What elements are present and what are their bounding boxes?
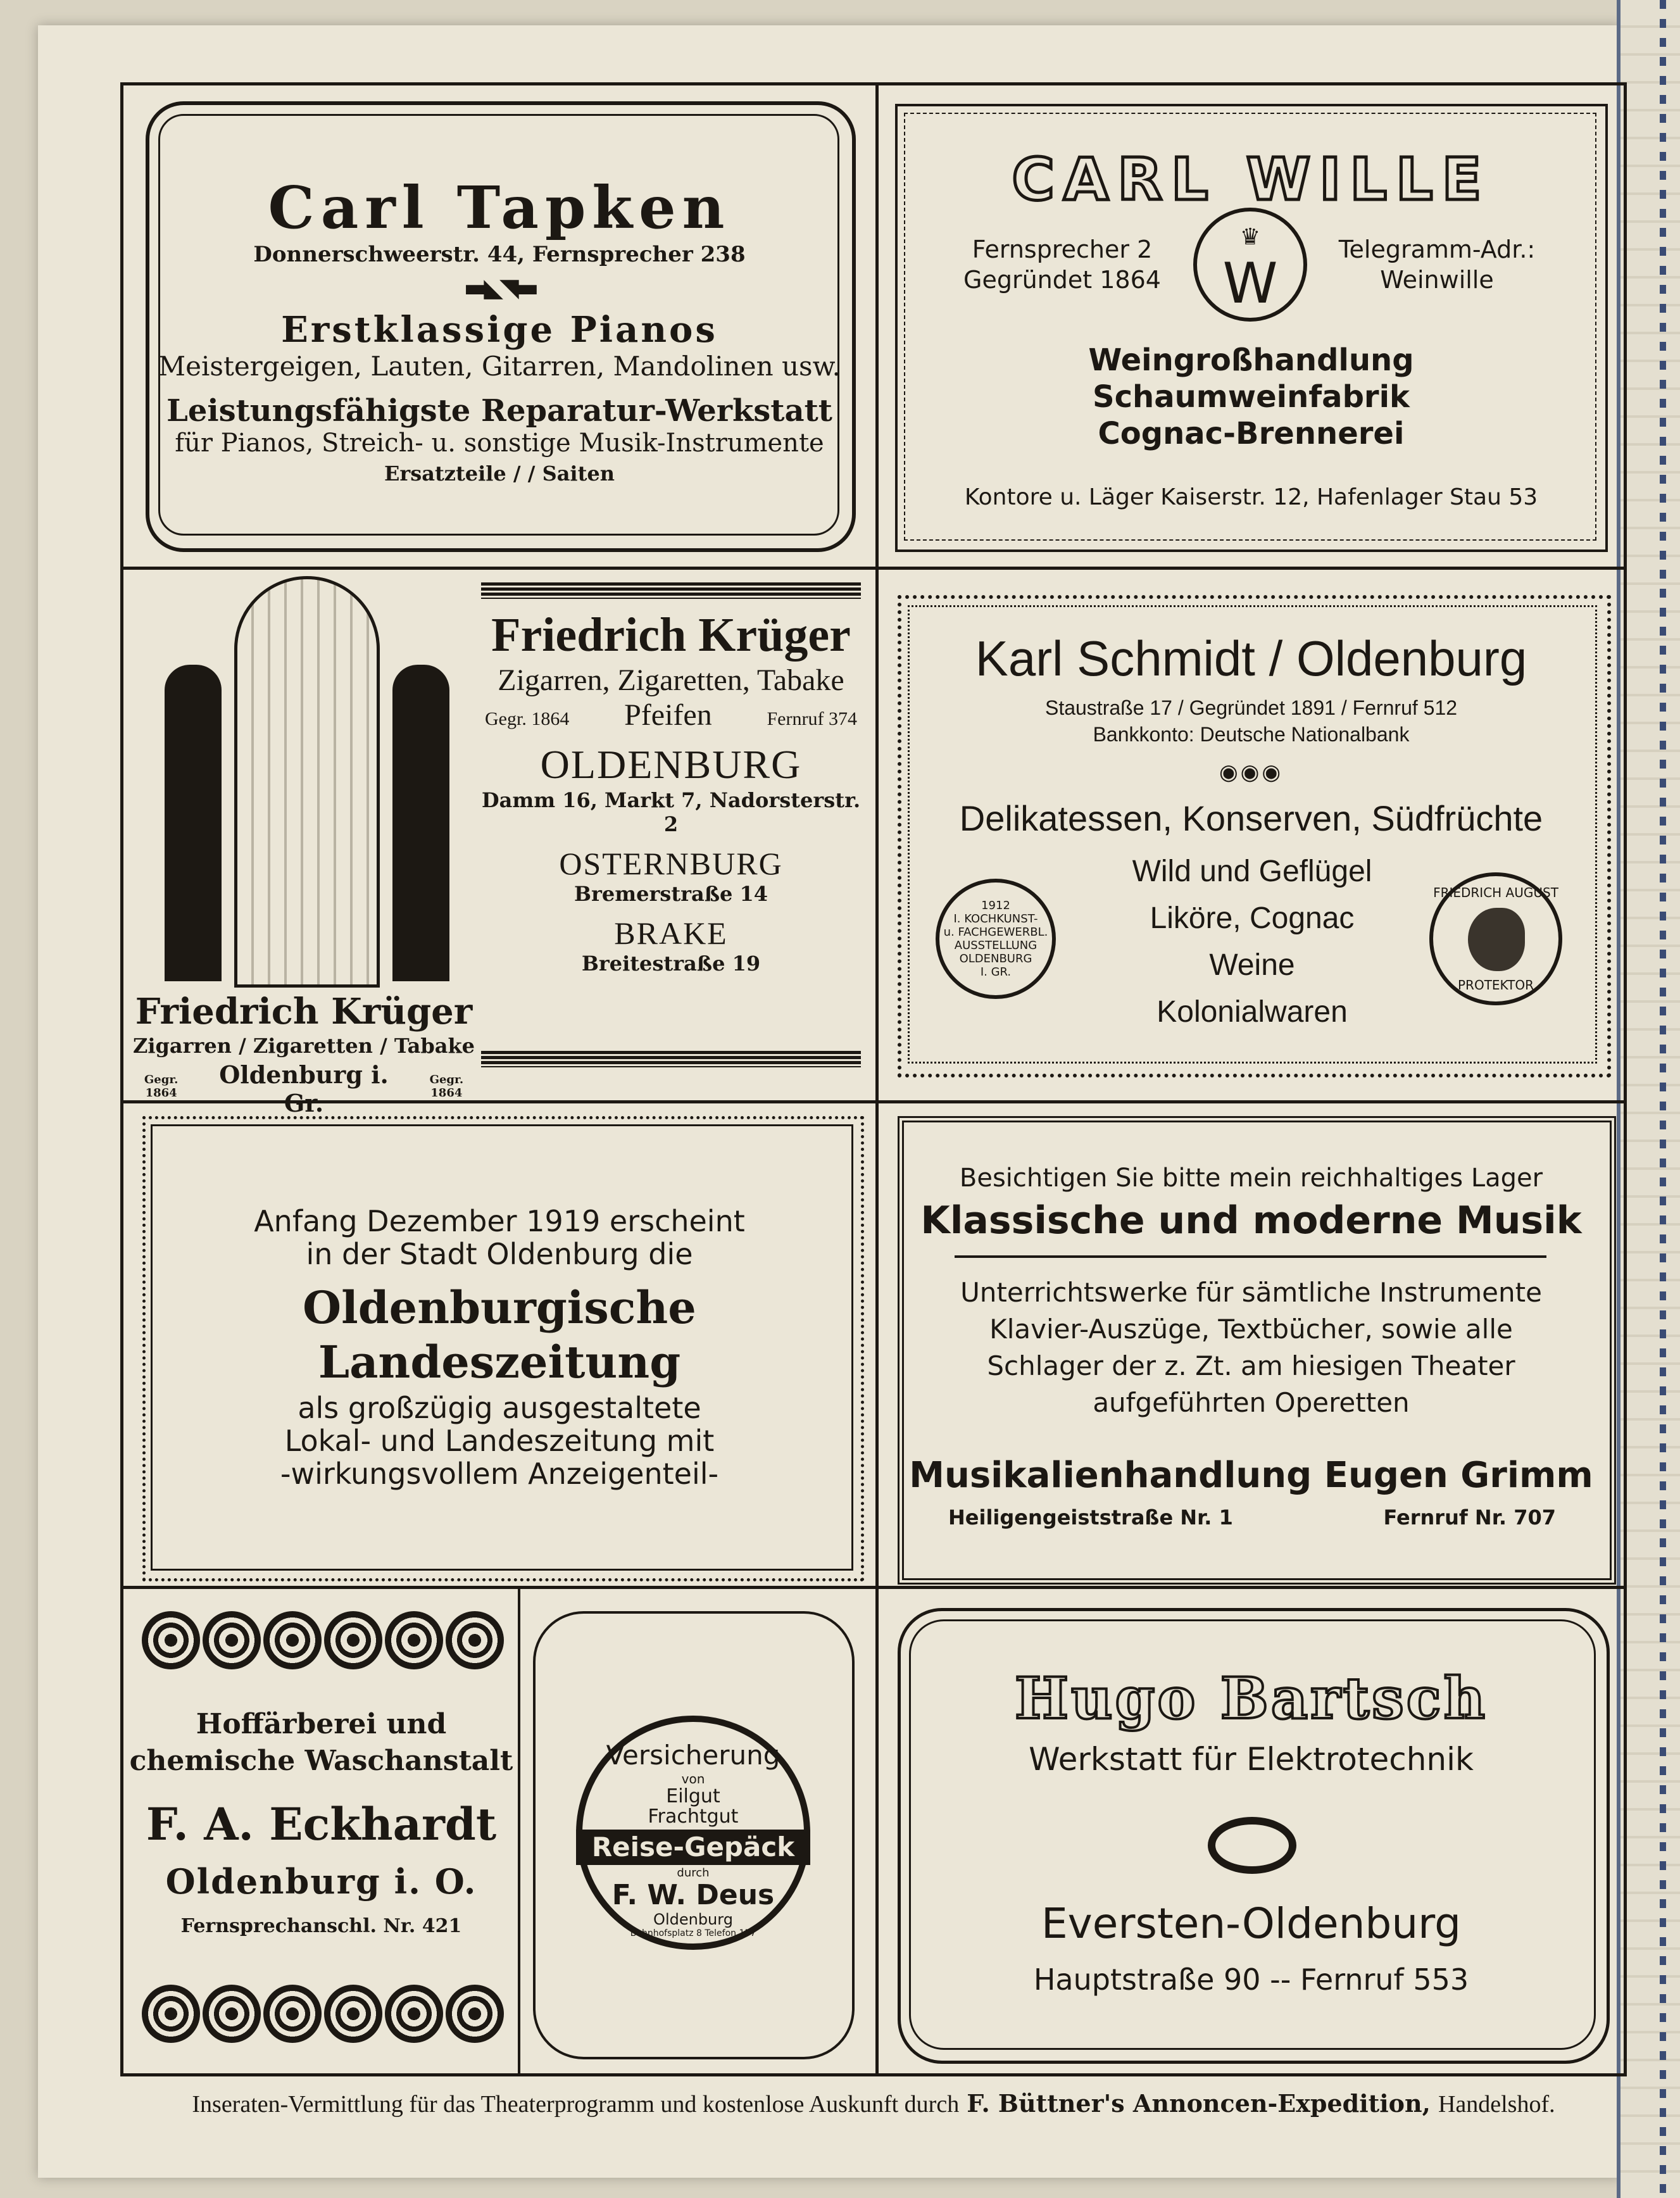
ad-address: Bremerstraße 14 — [574, 882, 768, 906]
ad-carl-wille — [879, 89, 1624, 563]
ad-founded: Gegründet 1864 — [963, 266, 1161, 294]
ad-friedrich-krueger — [127, 570, 872, 1117]
title-line: Oldenburgische — [303, 1281, 696, 1334]
ad-address: Donnerschweerstr. 44, Fernsprecher 238 — [253, 241, 746, 267]
logo-city: Oldenburg i. Gr. — [219, 1060, 389, 1117]
ad-address: Breitestraße 19 — [581, 951, 761, 976]
ad-city: BRAKE — [614, 915, 728, 951]
figure-right — [392, 665, 449, 981]
ad-address: Staustraße 17 / Gegründet 1891 / Fernruf 512 — [1044, 696, 1458, 719]
ad-line: in der Stadt Oldenburg die — [306, 1237, 693, 1271]
ad-city: Oldenburg i. O. — [165, 1861, 477, 1902]
monogram-emblem — [1193, 208, 1307, 322]
ad-founded: Gegr. 1864 — [485, 708, 570, 729]
ad-phone: Fernruf 374 — [767, 708, 857, 729]
ad-product-line: Weingroßhandlung — [1088, 342, 1414, 378]
ad-hugo-bartsch — [879, 1589, 1624, 2073]
ad-line: Anfang Dezember 1919 erscheint — [254, 1204, 745, 1238]
ornamental-border-inner — [158, 114, 839, 536]
ad-line: Klavier-Auszüge, Textbücher, sowie alle — [989, 1314, 1513, 1345]
medal-line: 1912 — [981, 899, 1010, 912]
ad-line: Weine — [1209, 948, 1295, 982]
ad-line: als großzügig ausgestaltete — [298, 1391, 701, 1425]
ad-title: Karl Schmidt / Oldenburg — [975, 631, 1527, 686]
medal-exhibition — [936, 879, 1056, 999]
ad-services — [127, 1706, 516, 1780]
ad-name: Musikalienhandlung Eugen Grimm — [909, 1455, 1593, 1496]
logo-founded: Gegr. 1864 — [429, 1073, 464, 1100]
ring-ornament — [324, 1985, 382, 2043]
crown-icon: ♛ — [1239, 224, 1261, 250]
divider-ornament: ◉◉◉ — [1219, 760, 1283, 785]
round-stamp — [576, 1716, 810, 1950]
ring-ornament — [446, 1985, 504, 2043]
ad-line: Besichtigen Sie bitte mein reichhaltiges Lager — [959, 1164, 1543, 1193]
ad-info-row — [485, 698, 857, 732]
ad-eugen-grimm — [879, 1103, 1624, 1583]
ad-address: Damm 16, Markt 7, Nadorsterstr. 2 — [481, 788, 861, 836]
divider-ornament: ▬◣◥▬ — [463, 273, 536, 303]
footer-text: Inseraten-Vermittlung für das Theaterprogramm und kostenlose Auskunft durch — [192, 2091, 960, 2118]
ad-title: Hugo Bartsch — [1014, 1665, 1488, 1732]
ad-oldenburgische-landeszeitung — [127, 1103, 872, 1583]
ad-city: OSTERNBURG — [559, 846, 783, 881]
ad-address: Kontore u. Läger Kaiserstr. 12, Hafenlager Stau 53 — [964, 484, 1538, 510]
ring-ornament — [203, 1985, 261, 2043]
stamp-city: Oldenburg — [653, 1911, 733, 1928]
medal-text-bottom: PROTEKTOR — [1458, 977, 1534, 993]
ad-telegram-label: Telegramm-Adr.: — [1338, 236, 1536, 263]
ad-line: Meistergeigen, Lauten, Gitarren, Mandolinen usw. — [158, 350, 841, 382]
oval-ornament — [1208, 1817, 1296, 1874]
medal-line: u. FACHGEWERBL. — [943, 926, 1048, 939]
page-footer — [120, 2089, 1627, 2118]
ad-text-block — [481, 608, 861, 976]
ad-description — [127, 1391, 872, 1490]
medal-line: OLDENBURG — [959, 952, 1032, 965]
rings-row-top — [139, 1611, 506, 1672]
ad-carl-tapken — [127, 89, 872, 563]
ad-product-line: Schaumweinfabrik — [1093, 379, 1410, 415]
ad-bank: Bankkonto: Deutsche Nationalbank — [1093, 723, 1410, 746]
stripe-divider-bottom — [481, 1051, 861, 1067]
ad-products — [879, 342, 1624, 452]
ring-ornament — [142, 1611, 200, 1669]
ad-fw-deus — [520, 1589, 872, 2073]
ad-line: -wirkungsvollem Anzeigenteil- — [280, 1457, 719, 1491]
ad-subtitle: Werkstatt für Elektrotechnik — [1029, 1741, 1474, 1778]
ad-product-line: Cognac-Brennerei — [1098, 416, 1405, 451]
ad-title: CARL WILLE — [1012, 146, 1491, 213]
ring-ornament — [263, 1611, 322, 1669]
medal-portrait — [1429, 872, 1562, 1005]
stamp-arc-top: Versicherung — [606, 1740, 780, 1771]
ad-fa-eckhardt — [127, 1589, 516, 2073]
ad-phone: Fernruf Nr. 707 — [1383, 1505, 1556, 1529]
ad-title: Carl Tapken — [268, 173, 731, 242]
footer-location: Handelshof. — [1438, 2091, 1555, 2118]
logo-goods: Zigarren / Zigaretten / Tabake — [132, 1034, 475, 1058]
stamp-small: von — [681, 1771, 705, 1787]
ring-ornament — [142, 1985, 200, 2043]
ring-ornament — [385, 1985, 443, 2043]
medal-line: I. GR. — [980, 965, 1012, 979]
ring-ornament — [385, 1611, 443, 1669]
medal-line: AUSSTELLUNG — [954, 939, 1037, 952]
building-illustration — [139, 576, 475, 988]
ad-pipes: Pfeifen — [624, 698, 712, 732]
ad-line: Wild und Geflügel — [1132, 855, 1372, 888]
stamp-line: Frachtgut — [648, 1806, 739, 1828]
ad-city: Eversten-Oldenburg — [1041, 1899, 1462, 1948]
stamp-small: durch — [677, 1866, 710, 1880]
ad-phone: Fernsprecher 2 — [972, 236, 1153, 263]
rule — [955, 1255, 1546, 1258]
ring-ornament — [263, 1985, 322, 2043]
ad-description — [879, 1274, 1624, 1421]
ad-line: Ersatzteile / / Saiten — [384, 461, 615, 486]
ad-title — [127, 1281, 872, 1390]
figure-left — [165, 665, 222, 981]
title-line: Landeszeitung — [318, 1336, 681, 1388]
ring-ornament — [203, 1611, 261, 1669]
stamp-banner: Reise-Gepäck — [576, 1830, 810, 1865]
ad-title: Friedrich Krüger — [491, 608, 851, 662]
ad-line: Unterrichtswerke für sämtliche Instrumente — [960, 1277, 1542, 1308]
ad-line: Liköre, Cognac — [1150, 901, 1355, 935]
portrait-icon — [1468, 908, 1525, 971]
rings-row-bottom — [139, 1985, 506, 2045]
ring-ornament — [446, 1611, 504, 1669]
footer-agency: F. Büttner's Annoncen-Expedition, — [967, 2089, 1431, 2118]
logo-name: Friedrich Krüger — [135, 991, 473, 1033]
ad-line: Hoffärberei und — [196, 1708, 447, 1740]
ad-headline: Klassische und moderne Musik — [920, 1198, 1582, 1243]
medal-line: I. KOCHKUNST- — [953, 912, 1038, 926]
ad-line: für Pianos, Streich- u. sonstige Musik-Instrumente — [175, 428, 824, 458]
ad-headline-2: Leistungsfähigste Reparatur-Werkstatt — [166, 392, 832, 429]
ad-product-list — [1069, 848, 1436, 1036]
ad-line: Schlager der z. Zt. am hiesigen Theater — [987, 1350, 1515, 1381]
ad-line: chemische Waschanstalt — [129, 1745, 513, 1777]
ad-goods: Zigarren, Zigaretten, Tabake — [498, 663, 844, 697]
ad-address: Hauptstraße 90 -- Fernruf 553 — [1033, 1962, 1469, 1997]
ad-left-info — [936, 234, 1189, 295]
ad-karl-schmidt — [879, 570, 1624, 1098]
ad-right-info — [1301, 234, 1573, 295]
stripe-divider-top — [481, 582, 861, 599]
stamp-name: F. W. Deus — [611, 1879, 775, 1911]
stamp-arc-bottom: Bahnhofsplatz 8 Telefon 157 — [630, 1928, 756, 1938]
logo-founded: Gegr. 1864 — [144, 1073, 179, 1100]
ad-phone: Fernsprechanschl. Nr. 421 — [180, 1915, 462, 1937]
building-facade — [234, 576, 380, 988]
ad-headline: Erstklassige Pianos — [281, 308, 718, 351]
ad-address: Heiligengeiststraße Nr. 1 — [948, 1505, 1233, 1529]
ring-ornament — [324, 1611, 382, 1669]
ad-city: OLDENBURG — [540, 742, 802, 787]
ad-line: Kolonialwaren — [1157, 995, 1348, 1029]
ad-line: aufgeführten Operetten — [1093, 1387, 1410, 1418]
ad-intro — [127, 1205, 872, 1271]
ad-telegram-address: Weinwille — [1380, 266, 1494, 294]
ad-title: F. A. Eckhardt — [146, 1798, 497, 1850]
stamp-line: Eilgut — [666, 1785, 720, 1807]
ad-line: Lokal- und Landeszeitung mit — [284, 1424, 715, 1458]
ad-contact-row — [948, 1505, 1556, 1529]
ad-line: Delikatessen, Konserven, Südfrüchte — [959, 798, 1543, 838]
monogram-letter: W — [1222, 251, 1278, 316]
medal-text-top: FRIEDRICH AUGUST — [1433, 885, 1558, 900]
